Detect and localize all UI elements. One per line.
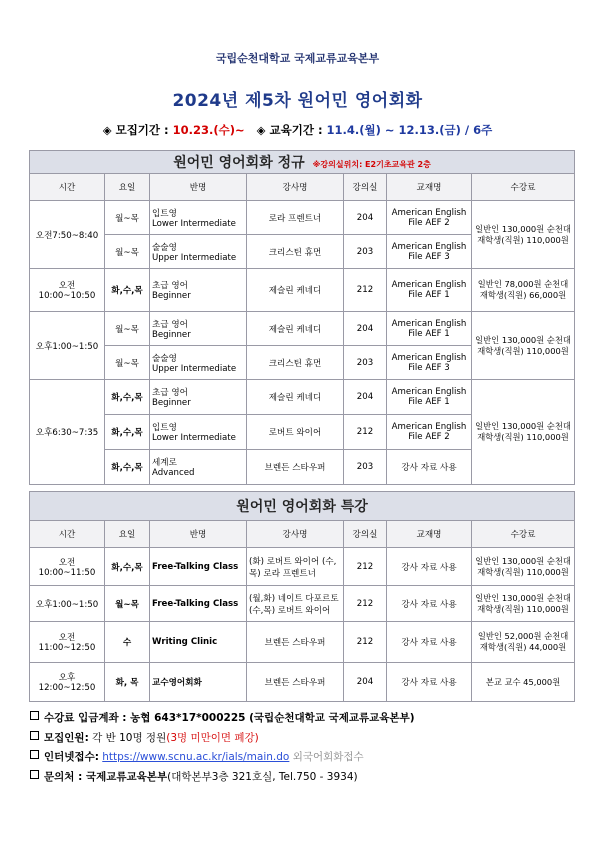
room-cell: 212 [344, 622, 387, 663]
class-en: Beginner [152, 398, 191, 408]
book-cell: 강사 자료 사용 [387, 622, 472, 663]
room-cell: 203 [344, 450, 387, 485]
room-cell: 212 [344, 548, 387, 586]
fee-cell: 본교 교수 45,000원 [472, 663, 575, 702]
room-cell: 204 [344, 312, 387, 346]
fee-cell: 일반인 130,000원 순천대 재학생(직원) 110,000원 [472, 380, 575, 485]
time-cell: 오전 11:00~12:50 [30, 622, 105, 663]
room-cell: 204 [344, 201, 387, 235]
footer-notes [30, 710, 415, 788]
edu-period: 11.4.(월) ~ 12.13.(금) / 6주 [326, 123, 493, 137]
book-cell: American English File AEF 1 [387, 269, 472, 312]
col-class: 반명 [150, 521, 247, 548]
table-row [30, 201, 575, 235]
book-cell: American English File AEF 1 [387, 312, 472, 346]
web-link[interactable]: https://www.scnu.ac.kr/ials/main.do [102, 751, 290, 763]
time-cell: 오후1:00~1:50 [30, 586, 105, 622]
period-line [0, 122, 595, 138]
class-ko: 입트영 [152, 208, 177, 219]
class-ko: 술술영 [152, 353, 177, 364]
regular-section-header [30, 151, 575, 174]
capacity-label: 모집인원: [44, 731, 89, 744]
teacher-cell: 제슬린 케네디 [247, 380, 344, 415]
room-cell: 204 [344, 663, 387, 702]
location-note: ※강의실위치: E2기초교육관 2층 [312, 160, 431, 169]
contact-line [30, 769, 415, 789]
col-day: 요일 [105, 174, 150, 201]
book-cell: 강사 자료 사용 [387, 663, 472, 702]
teacher-cell: 브렌든 스타우퍼 [247, 663, 344, 702]
time-cell: 오후1:00~1:50 [30, 312, 105, 380]
col-teacher: 강사명 [247, 521, 344, 548]
teacher-cell: (화) 로버트 와이어 (수,목) 로라 프렌트너 [247, 548, 344, 586]
regular-section-title: 원어민 영어회화 정규 [173, 155, 305, 171]
col-room: 강의실 [344, 174, 387, 201]
account-text: 수강료 입금계좌 : 농협 643*17*000225 (국립순천대학교 국제교류교육본부) [44, 712, 415, 724]
class-cell [150, 346, 247, 380]
time-cell: 오후 12:00~12:50 [30, 663, 105, 702]
teacher-cell: 제슬린 케네디 [247, 269, 344, 312]
class-cell [150, 380, 247, 415]
special-table [29, 491, 575, 702]
teacher-cell: 로버트 와이어 [247, 415, 344, 450]
recruit-period: 10.23.(수)~ [172, 123, 245, 137]
fee-cell: 일반인 78,000원 순천대 재학생(직원) 66,000원 [472, 269, 575, 312]
square-bullet-icon [30, 770, 39, 779]
class-cell: 교수영어회화 [150, 663, 247, 702]
col-book: 교재명 [387, 521, 472, 548]
edu-label: ◈ 교육기간 : [256, 123, 327, 137]
page-title: 2024년 제5차 원어민 영어회화 [172, 91, 423, 111]
fee-cell: 일반인 130,000원 순천대 재학생(직원) 110,000원 [472, 548, 575, 586]
book-cell: American English File AEF 2 [387, 201, 472, 235]
time-cell: 오전 10:00~10:50 [30, 269, 105, 312]
class-cell [150, 450, 247, 485]
class-en: Upper Intermediate [152, 252, 237, 263]
time-cell: 오전7:50~8:40 [30, 201, 105, 269]
room-cell: 204 [344, 380, 387, 415]
teacher-cell: 로라 프렌트너 [247, 201, 344, 235]
class-ko: 초급 영어 [152, 319, 188, 330]
day-cell: 월~목 [105, 346, 150, 380]
room-cell: 212 [344, 415, 387, 450]
teacher-cell: 크리스틴 휴먼 [247, 346, 344, 380]
class-ko: 술술영 [152, 242, 177, 253]
column-header-row [30, 174, 575, 201]
book-cell: American English File AEF 1 [387, 380, 472, 415]
table-row [30, 269, 575, 312]
class-cell [150, 415, 247, 450]
teacher-cell: 크리스틴 휴먼 [247, 235, 344, 269]
room-cell: 212 [344, 269, 387, 312]
capacity-text: 각 반 10명 정원 [88, 731, 167, 744]
class-en: Beginner [152, 291, 191, 301]
col-room: 강의실 [344, 521, 387, 548]
teacher-cell: (월,화) 네이트 다포르토 (수,목) 로버트 와이어 [247, 586, 344, 622]
class-en: Upper Intermediate [152, 363, 237, 374]
regular-table [29, 150, 575, 485]
square-bullet-icon [30, 750, 39, 759]
day-cell: 월~목 [105, 235, 150, 269]
day-cell: 화,수,목 [105, 548, 150, 586]
col-fee: 수강료 [472, 174, 575, 201]
col-day: 요일 [105, 521, 150, 548]
day-cell: 화,수,목 [105, 415, 150, 450]
table-row [30, 380, 575, 415]
contact-label: 문의처 : 국제교류교육본부 [44, 770, 168, 783]
book-cell: American English File AEF 3 [387, 346, 472, 380]
class-ko: 초급 영어 [152, 281, 188, 291]
fee-cell: 일반인 130,000원 순천대 재학생(직원) 110,000원 [472, 586, 575, 622]
day-cell: 월~목 [105, 201, 150, 235]
time-cell: 오전 10:00~11:50 [30, 548, 105, 586]
web-note: 외국어회화접수 [292, 751, 364, 763]
fee-cell: 일반인 52,000원 순천대 재학생(직원) 44,000원 [472, 622, 575, 663]
col-book: 교재명 [387, 174, 472, 201]
organization-name: 국립순천대학교 국제교류교육본부 [215, 52, 380, 65]
account-line [30, 710, 415, 730]
teacher-cell: 제슬린 케네디 [247, 312, 344, 346]
day-cell: 화,수,목 [105, 380, 150, 415]
class-en: Lower Intermediate [152, 218, 236, 229]
class-en: Beginner [152, 329, 191, 340]
web-line [30, 749, 415, 769]
square-bullet-icon [30, 711, 39, 720]
class-ko: 세계로 [152, 458, 177, 468]
book-cell: American English File AEF 2 [387, 415, 472, 450]
class-en: Advanced [152, 468, 195, 478]
room-cell: 203 [344, 346, 387, 380]
time-cell: 오후6:30~7:35 [30, 380, 105, 485]
square-bullet-icon [30, 731, 39, 740]
class-cell: Free-Talking Class [150, 586, 247, 622]
table-row [30, 312, 575, 346]
class-cell [150, 235, 247, 269]
class-cell [150, 201, 247, 235]
col-teacher: 강사명 [247, 174, 344, 201]
class-cell [150, 312, 247, 346]
table-row [30, 548, 575, 586]
class-ko: 초급 영어 [152, 388, 188, 398]
teacher-cell: 브렌든 스타우퍼 [247, 450, 344, 485]
book-cell: 강사 자료 사용 [387, 586, 472, 622]
fee-cell: 일반인 130,000원 순천대 재학생(직원) 110,000원 [472, 201, 575, 269]
recruit-label: ◈ 모집기간 : [102, 123, 173, 137]
web-label: 인터넷접수: [44, 751, 99, 763]
col-time: 시간 [30, 174, 105, 201]
book-cell: 강사 자료 사용 [387, 548, 472, 586]
day-cell: 화, 목 [105, 663, 150, 702]
special-section-header [30, 492, 575, 521]
class-cell [150, 269, 247, 312]
capacity-note: (3명 미만이면 폐강) [166, 731, 259, 744]
table-row [30, 663, 575, 702]
fee-cell: 일반인 130,000원 순천대 재학생(직원) 110,000원 [472, 312, 575, 380]
special-section-title: 원어민 영어회화 특강 [236, 499, 368, 515]
class-cell: Writing Clinic [150, 622, 247, 663]
class-ko: 입트영 [152, 423, 177, 433]
day-cell: 수 [105, 622, 150, 663]
col-time: 시간 [30, 521, 105, 548]
capacity-line [30, 730, 415, 750]
col-fee: 수강료 [472, 521, 575, 548]
book-cell: 강사 자료 사용 [387, 450, 472, 485]
day-cell: 화,수,목 [105, 450, 150, 485]
teacher-cell: 브렌든 스타우퍼 [247, 622, 344, 663]
table-row [30, 586, 575, 622]
col-class: 반명 [150, 174, 247, 201]
day-cell: 월~목 [105, 586, 150, 622]
room-cell: 203 [344, 235, 387, 269]
day-cell: 화,수,목 [105, 269, 150, 312]
book-cell: American English File AEF 3 [387, 235, 472, 269]
table-row [30, 622, 575, 663]
contact-text: (대학본부3층 321호실, Tel.750 - 3934) [167, 770, 358, 783]
room-cell: 212 [344, 586, 387, 622]
class-cell: Free-Talking Class [150, 548, 247, 586]
day-cell: 월~목 [105, 312, 150, 346]
class-en: Lower Intermediate [152, 433, 236, 443]
column-header-row [30, 521, 575, 548]
